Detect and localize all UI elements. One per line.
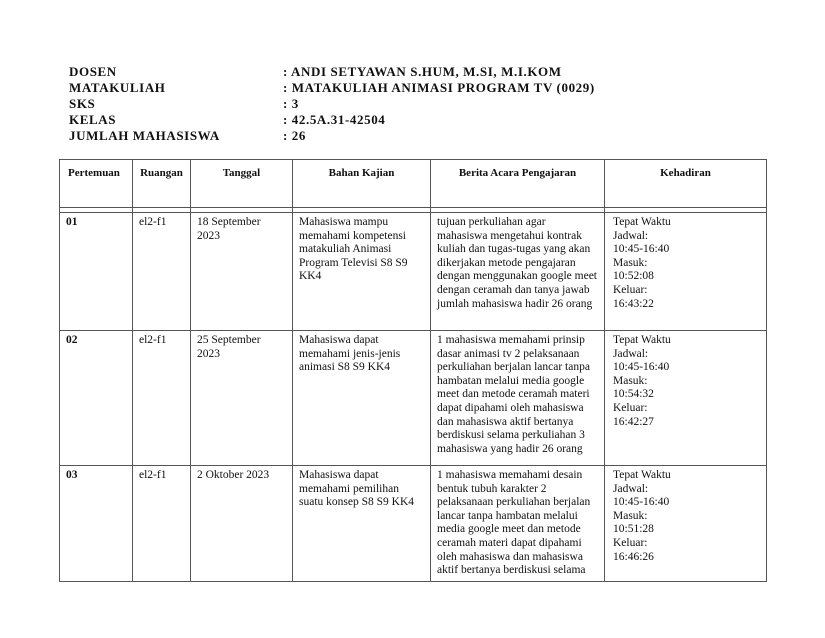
header-label: JUMLAH MAHASISWA xyxy=(69,128,220,143)
kehadiran-status: Tepat Waktu xyxy=(613,334,671,346)
header-value: : 26 xyxy=(283,128,306,143)
cell-bahan-kajian: Mahasiswa dapat memahami jenis-jenis animasi S8 S9 KK4 xyxy=(293,331,431,466)
table-row xyxy=(60,213,767,331)
header-row-sks xyxy=(69,96,689,112)
cell-berita-acara: 1 mahasiswa memahami prinsip dasar animasi tv 2 pelaksanaan perkuliahan berjalan lancar tanpa hambatan melalui media google meet dan metode ceramah materi dapat dipahami oleh mahasiswa dan mahasiswa aktif bertanya berdiskusi selama perkuliahan 3 mahasiswa yang hadir 26 orang xyxy=(431,331,605,466)
kehadiran-keluar-label: Keluar: xyxy=(613,283,648,296)
kehadiran-masuk-label: Masuk: xyxy=(613,374,648,387)
kehadiran-keluar-value: 16:42:27 xyxy=(613,415,654,428)
header-label: KELAS xyxy=(69,112,117,127)
kehadiran-jadwal-label: Jadwal: xyxy=(613,347,649,360)
cell-kehadiran xyxy=(605,331,767,466)
kehadiran-jadwal-value: 10:45-16:40 xyxy=(613,361,670,374)
header-value: : 42.5A.31-42504 xyxy=(283,112,386,127)
cell-kehadiran xyxy=(605,213,767,331)
header-row-jumlah-mahasiswa xyxy=(69,128,689,144)
header-row-kelas xyxy=(69,112,689,128)
cell-ruangan: el2-f1 xyxy=(133,466,191,582)
header-label: DOSEN xyxy=(69,64,117,79)
header-block xyxy=(69,64,689,144)
header-label: SKS xyxy=(69,96,96,111)
header-value: : MATAKULIAH ANIMASI PROGRAM TV (0029) xyxy=(283,80,595,95)
column-header-ruangan: Ruangan xyxy=(133,160,191,208)
kehadiran-masuk-value: 10:54:32 xyxy=(613,388,654,401)
cell-pertemuan: 02 xyxy=(60,331,133,466)
kehadiran-jadwal-label: Jadwal: xyxy=(613,482,649,495)
cell-berita-acara: 1 mahasiswa memahami desain bentuk tubuh karakter 2 pelaksanaan perkuliahan berjalan lancar tanpa hambatan melalui media google meet dan metode ceramah materi dapat dipahami oleh mahasiswa dan mahasiswa aktif bertanya berdiskusi selama xyxy=(431,466,605,582)
header-label: MATAKULIAH xyxy=(69,80,166,95)
column-header-pertemuan: Pertemuan xyxy=(60,160,133,208)
kehadiran-masuk-label: Masuk: xyxy=(613,509,648,522)
header-row-matakuliah xyxy=(69,80,689,96)
kehadiran-status: Tepat Waktu xyxy=(613,216,671,228)
column-header-kehadiran: Kehadiran xyxy=(605,160,767,208)
column-header-berita-acara: Berita Acara Pengajaran xyxy=(431,160,605,208)
table-header-row xyxy=(60,160,767,208)
kehadiran-keluar-label: Keluar: xyxy=(613,536,648,549)
header-value: : 3 xyxy=(283,96,299,111)
cell-tanggal: 18 September 2023 xyxy=(191,213,293,331)
cell-bahan-kajian: Mahasiswa mampu memahami kompetensi matakuliah Animasi Program Televisi S8 S9 KK4 xyxy=(293,213,431,331)
kehadiran-jadwal-value: 10:45-16:40 xyxy=(613,243,670,256)
kehadiran-masuk-value: 10:51:28 xyxy=(613,523,654,536)
kehadiran-masuk-value: 10:52:08 xyxy=(613,270,654,283)
cell-tanggal: 2 Oktober 2023 xyxy=(191,466,293,582)
cell-bahan-kajian: Mahasiswa dapat memahami pemilihan suatu konsep S8 S9 KK4 xyxy=(293,466,431,582)
kehadiran-jadwal-label: Jadwal: xyxy=(613,229,649,242)
column-header-bahan-kajian: Bahan Kajian xyxy=(293,160,431,208)
kehadiran-keluar-value: 16:43:22 xyxy=(613,297,654,310)
cell-pertemuan: 01 xyxy=(60,213,133,331)
kehadiran-keluar-value: 16:46:26 xyxy=(613,550,654,563)
kehadiran-status: Tepat Waktu xyxy=(613,469,671,481)
attendance-table xyxy=(59,159,767,582)
cell-berita-acara: tujuan perkuliahan agar mahasiswa mengetahui kontrak kuliah dan tugas-tugas yang akan dikerjakan metode pengajaran dengan menggunakan google meet dengan ceramah dan tanya jawab jumlah mahasiswa hadir 26 orang xyxy=(431,213,605,331)
cell-tanggal: 25 September 2023 xyxy=(191,331,293,466)
column-header-tanggal: Tanggal xyxy=(191,160,293,208)
header-row-dosen xyxy=(69,64,689,80)
table-row xyxy=(60,466,767,582)
table-row xyxy=(60,331,767,466)
kehadiran-jadwal-value: 10:45-16:40 xyxy=(613,496,670,509)
cell-kehadiran xyxy=(605,466,767,582)
cell-ruangan: el2-f1 xyxy=(133,213,191,331)
kehadiran-masuk-label: Masuk: xyxy=(613,256,648,269)
cell-pertemuan: 03 xyxy=(60,466,133,582)
header-value: : ANDI SETYAWAN S.HUM, M.SI, M.I.KOM xyxy=(283,64,562,79)
cell-ruangan: el2-f1 xyxy=(133,331,191,466)
kehadiran-keluar-label: Keluar: xyxy=(613,401,648,414)
